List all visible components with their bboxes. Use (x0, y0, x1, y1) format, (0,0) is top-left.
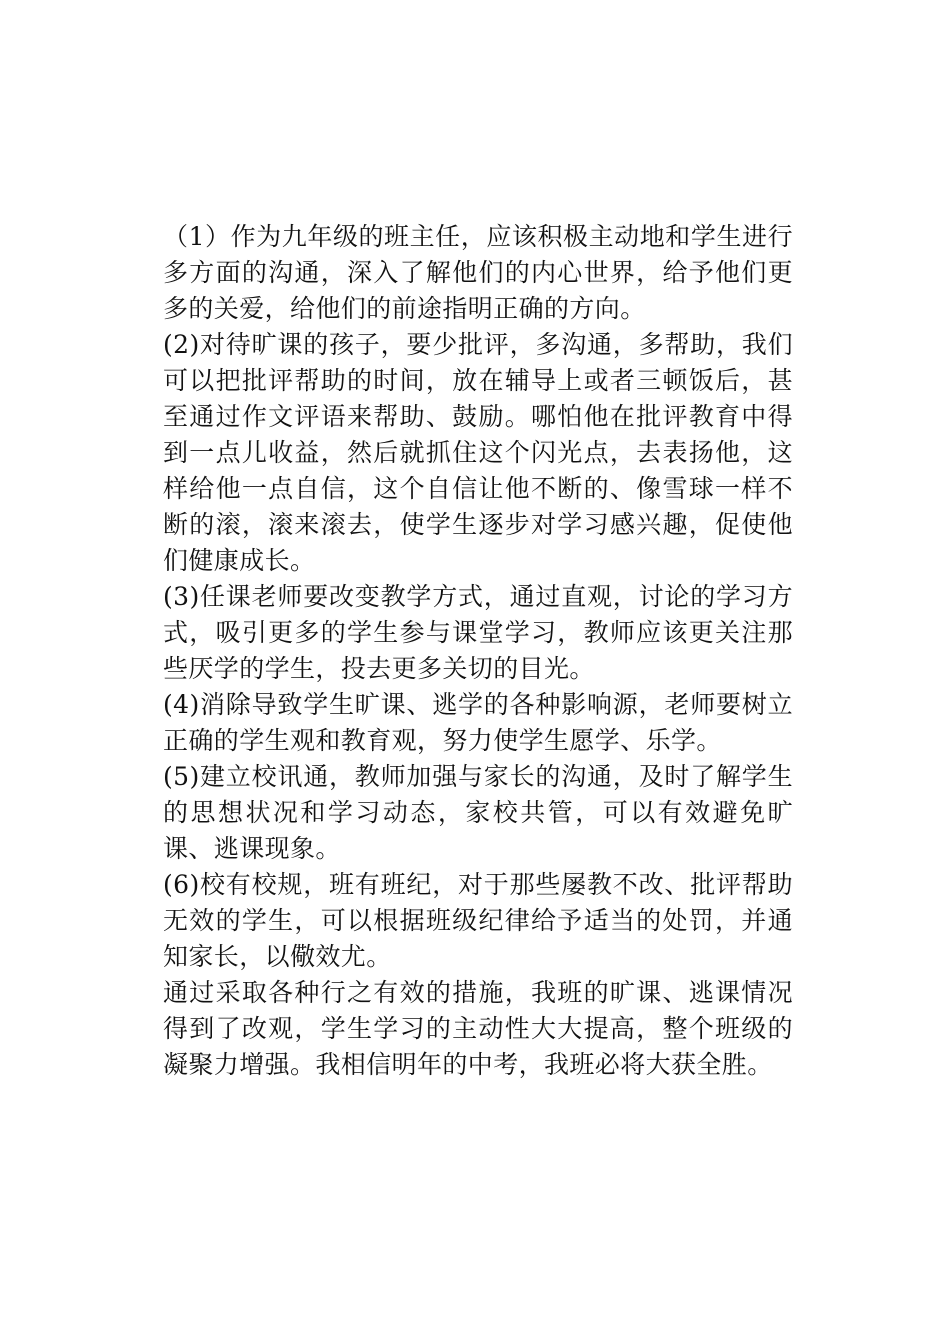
paragraph-2: (2)对待旷课的孩子，要少批评，多沟通，多帮助，我们可以把批评帮助的时间，放在辅导上或者三顿饭后，甚至通过作文评语来帮助、鼓励。哪怕他在批评教育中得到一点儿收益，然后就抓住这个闪光点，去表扬他，这样给他一点自信，这个自信让他不断的、像雪球一样不断的滚，滚来滚去，使学生逐步对学习感兴趣，促使他们健康成长。 (163, 330, 793, 575)
paragraph-1: （1）作为九年级的班主任，应该积极主动地和学生进行多方面的沟通，深入了解他们的内心世界，给予他们更多的关爱，给他们的前途指明正确的方向。 (163, 222, 793, 323)
paragraph-7: 通过采取各种行之有效的措施，我班的旷课、逃课情况得到了改观，学生学习的主动性大大提高，整个班级的凝聚力增强。我相信明年的中考，我班必将大获全胜。 (163, 978, 793, 1079)
paragraph-6: (6)校有校规，班有班纪，对于那些屡教不改、批评帮助无效的学生，可以根据班级纪律给予适当的处罚，并通知家长，以儆效尤。 (163, 870, 793, 971)
paragraph-5: (5)建立校讯通，教师加强与家长的沟通，及时了解学生的思想状况和学习动态，家校共管，可以有效避免旷课、逃课现象。 (163, 762, 793, 863)
document-body (163, 219, 793, 1083)
paragraph-4: (4)消除导致学生旷课、逃学的各种影响源，老师要树立正确的学生观和教育观，努力使学生愿学、乐学。 (163, 690, 793, 755)
paragraph-3: (3)任课老师要改变教学方式，通过直观，讨论的学习方式，吸引更多的学生参与课堂学习，教师应该更关注那些厌学的学生，投去更多关切的目光。 (163, 582, 793, 683)
